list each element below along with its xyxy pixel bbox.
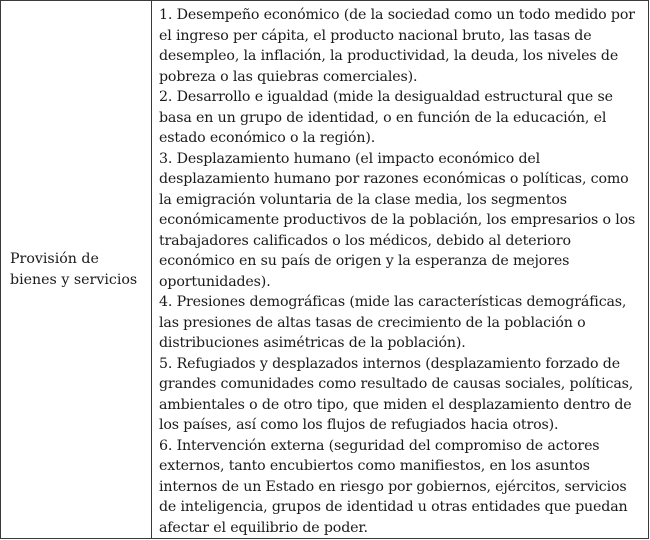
indicator-item-2: 2. Desarrollo e igualdad (mide la desigualdad estructural que se basa en un grupo de identidad, o en función de la educación, el estado económico o la región). [159, 89, 613, 146]
category-cell [1, 1, 152, 539]
indicator-item-5: 5. Refugiados y desplazados internos (desplazamiento forzado de grandes comunidades como resultado de causas sociales, políticas, ambientales o de otro tipo, que miden el desplazamiento dentro de los países, así como los flujos de refugiados hacia otros). [159, 355, 634, 433]
indicator-item-6: 6. Intervención externa (seguridad del compromiso de actores externos, tanto encubiertos como manifiestos, en los asuntos internos de un Estado en riesgo por gobiernos, ejércitos, servicios de inteligencia, grupos de identidad u otras entidades que puedan afectar el equilibrio de poder. [159, 437, 628, 536]
indicator-item-1: 1. Desempeño económico (de la sociedad como un todo medido por el ingreso per cápita, el producto nacional bruto, las tasas de desempleo, la inflación, la productividad, la deuda, los niveles de pobreza o las quiebras comerciales). [159, 7, 635, 85]
indicator-item-4: 4. Presiones demográficas (mide las características demográficas, las presiones de altas tasas de crecimiento de la población o distribuciones asimétricas de la población). [159, 294, 627, 351]
indicators-cell [152, 1, 649, 539]
indicator-item-3: 3. Desplazamiento humano (el impacto económico del desplazamiento humano por razones económicas o políticas, como la emigración voluntaria de la clase media, los segmentos económicamente productivos de la población, los empresarios o los trabajadores calificados o los médicos, debido al deterioro económico en su país de origen y la esperanza de mejores oportunidades). [159, 150, 636, 290]
table-row [1, 1, 649, 539]
category-label: Provisión de bienes y servicios [10, 251, 138, 288]
